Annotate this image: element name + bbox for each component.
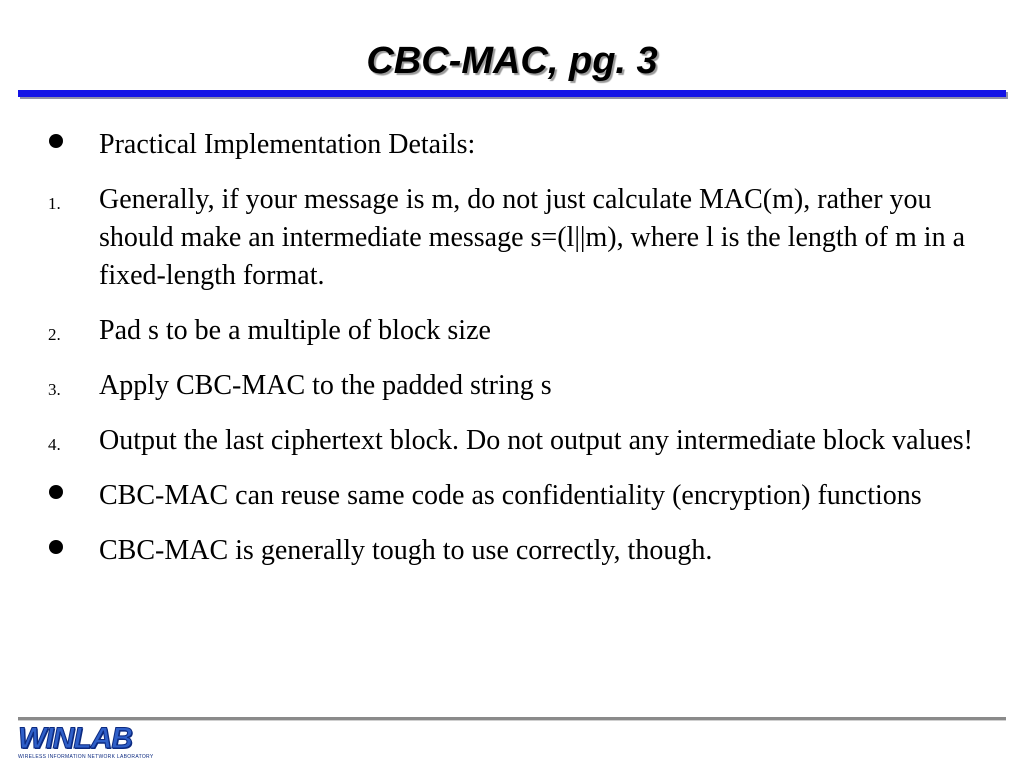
list-item bbox=[0, 477, 1000, 515]
content-list bbox=[0, 126, 1000, 587]
winlab-logo bbox=[18, 724, 168, 762]
list-item bbox=[0, 181, 1000, 295]
footer-divider bbox=[18, 717, 1006, 720]
list-item bbox=[0, 312, 1000, 350]
list-item-text: Pad s to be a multiple of block size bbox=[99, 315, 491, 346]
list-item bbox=[0, 126, 1000, 164]
list-item-text: CBC-MAC is generally tough to use correctly, though. bbox=[99, 535, 713, 566]
list-item bbox=[0, 367, 1000, 405]
bullet-icon bbox=[49, 485, 65, 501]
list-number: 2. bbox=[48, 325, 61, 344]
title-divider bbox=[18, 90, 1006, 97]
bullet-icon bbox=[49, 134, 65, 150]
list-item bbox=[0, 422, 1000, 460]
list-number: 4. bbox=[48, 435, 61, 454]
list-item-text: Apply CBC-MAC to the padded string s bbox=[99, 370, 552, 401]
list-number: 1. bbox=[48, 194, 61, 213]
bullet-icon bbox=[49, 540, 65, 556]
list-item bbox=[0, 532, 1000, 570]
logo-subtext: WIRELESS INFORMATION NETWORK LABORATORY bbox=[18, 754, 154, 760]
logo-text: WINLAB bbox=[18, 722, 132, 755]
slide-title: CBC-MAC, pg. 3 bbox=[366, 40, 658, 82]
list-item-text: CBC-MAC can reuse same code as confidentiality (encryption) functions bbox=[99, 480, 922, 511]
list-item-text: Practical Implementation Details: bbox=[99, 129, 476, 160]
list-item-text: Generally, if your message is m, do not just calculate MAC(m), rather you should make an intermediate message s=(l||m), where l is the length of m in a fixed-length format. bbox=[99, 184, 965, 291]
list-number: 3. bbox=[48, 380, 61, 399]
list-item-text: Output the last ciphertext block. Do not output any intermediate block values! bbox=[99, 425, 974, 456]
